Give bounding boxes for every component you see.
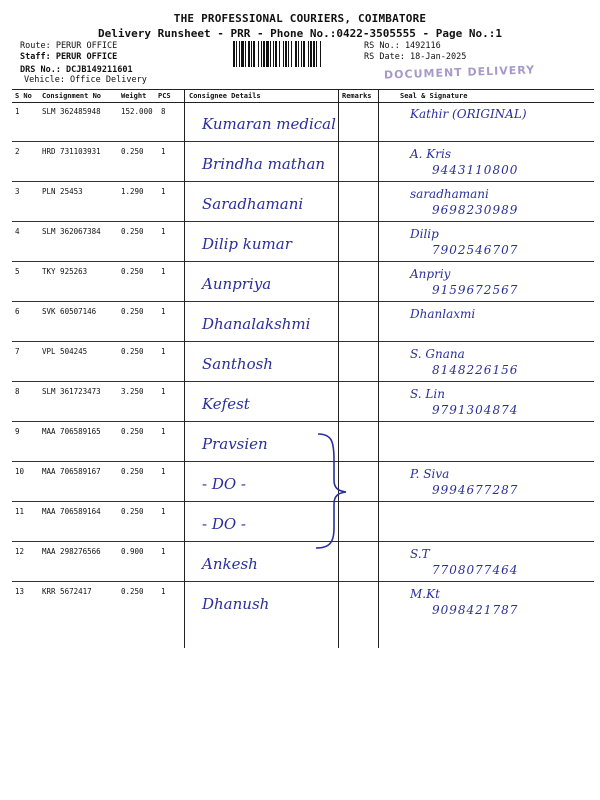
consignee-handwriting: Santhosh [202,355,273,373]
row-consignment: VPL 504245 [42,347,88,356]
row-consignment: PLN 25453 [42,187,83,196]
row-pcs: 1 [161,147,166,156]
col-consignment: Consignment No [42,92,102,100]
row-pcs: 1 [161,587,166,596]
row-weight: 0.250 [121,227,144,236]
phone-handwriting: 9159672567 [432,283,519,297]
consignee-handwriting: Ankesh [202,555,258,573]
table-row [12,141,594,182]
phone-handwriting: 8148226156 [432,363,519,377]
divider-seal [378,89,379,648]
phone-handwriting: 7902546707 [432,243,519,257]
row-pcs: 1 [161,227,166,236]
row-sno: 1 [15,107,20,116]
row-weight: 0.250 [121,347,144,356]
document-delivery-stamp: DOCUMENT DELIVERY [383,63,536,82]
divider-remarks [338,89,339,648]
row-weight: 1.290 [121,187,144,196]
row-sno: 10 [15,467,25,476]
row-sno: 11 [15,507,25,516]
col-sno: S No [15,92,32,100]
table-row [12,501,594,542]
row-sno: 8 [15,387,20,396]
row-consignment: KRR 5672417 [42,587,92,596]
row-consignment: SVK 60507146 [42,307,97,316]
col-weight: Weight [121,92,147,100]
col-seal: Seal & Signature [400,92,468,100]
runsheet-subtitle: Delivery Runsheet - PRR - Phone No.:0422-3505555 - Page No.:1 [98,27,502,40]
consignee-handwriting: Saradhamani [202,195,304,213]
phone-handwriting: 9443110800 [432,163,519,177]
consignee-handwriting: Dhanalakshmi [202,315,311,333]
phone-handwriting: 9098421787 [432,603,519,617]
table-row [12,301,594,342]
row-pcs: 8 [161,107,166,116]
consignee-handwriting: Dhanush [202,595,270,613]
row-sno: 2 [15,147,20,156]
row-consignment: SLM 362485948 [42,107,101,116]
divider-consignee [184,89,185,648]
col-pcs: PCS [158,92,171,100]
row-consignment: MAA 298276566 [42,547,101,556]
table-row [12,461,594,502]
consignee-handwriting: - DO - [202,515,246,533]
rs-number: RS No.: 1492116 [364,41,441,51]
row-sno: 12 [15,547,25,556]
row-sno: 7 [15,347,20,356]
row-sno: 9 [15,427,20,436]
row-weight: 0.250 [121,267,144,276]
rs-date: RS Date: 18-Jan-2025 [364,52,467,62]
row-consignment: HRD 731103931 [42,147,101,156]
consignee-handwriting: Brindha mathan [202,155,326,173]
phone-handwriting: 9698230989 [432,203,519,217]
row-pcs: 1 [161,507,166,516]
row-weight: 0.250 [121,427,144,436]
row-weight: 3.250 [121,387,144,396]
row-pcs: 1 [161,347,166,356]
vehicle-label: Vehicle: Office Delivery [24,75,147,85]
signature-handwriting: S.T [410,547,430,561]
consignee-handwriting: Dilip kumar [202,235,292,253]
signature-handwriting: Dilip [410,227,439,241]
route-label: Route: PERUR OFFICE [20,41,118,51]
row-consignment: SLM 362067384 [42,227,101,236]
signature-handwriting: A. Kris [410,147,451,161]
row-weight: 0.250 [121,587,144,596]
row-sno: 3 [15,187,20,196]
row-weight: 0.250 [121,507,144,516]
row-sno: 13 [15,587,25,596]
row-pcs: 1 [161,267,166,276]
row-pcs: 1 [161,187,166,196]
row-weight: 0.250 [121,467,144,476]
table-row [12,341,594,382]
row-pcs: 1 [161,547,166,556]
row-sno: 4 [15,227,20,236]
runsheet-title: THE PROFESSIONAL COURIERS, COIMBATORE [173,12,427,25]
ditto-brace [312,432,352,550]
table-row [12,541,594,582]
row-weight: 152.000 [121,107,153,116]
consignee-handwriting: Aunpriya [202,275,272,293]
table-row [12,421,594,462]
row-pcs: 1 [161,307,166,316]
col-consignee: Consignee Details [189,92,261,100]
row-consignment: MAA 706589167 [42,467,101,476]
table-row [12,261,594,302]
consignee-handwriting: Kefest [202,395,250,413]
row-consignment: TKY 925263 [42,267,88,276]
signature-handwriting: Kathir (ORIGINAL) [410,107,527,121]
signature-handwriting: Anpriy [410,267,451,281]
row-consignment: MAA 706589165 [42,427,101,436]
row-weight: 0.900 [121,547,144,556]
signature-handwriting: S. Gnana [410,347,465,361]
row-pcs: 1 [161,427,166,436]
row-consignment: SLM 361723473 [42,387,101,396]
consignee-handwriting: Pravsien [202,435,268,453]
row-sno: 5 [15,267,20,276]
table-row [12,181,594,222]
row-consignment: MAA 706589164 [42,507,101,516]
row-weight: 0.250 [121,147,144,156]
signature-handwriting: saradhamani [410,187,489,201]
consignee-handwriting: - DO - [202,475,246,493]
drs-number: DRS No.: DCJB149211601 [20,65,133,75]
phone-handwriting: 7708077464 [432,563,519,577]
phone-handwriting: 9994677287 [432,483,519,497]
consignee-handwriting: Kumaran medical [202,115,336,133]
staff-label: Staff: PERUR OFFICE [20,52,118,62]
signature-handwriting: M.Kt [410,587,440,601]
phone-handwriting: 9791304874 [432,403,519,417]
signature-handwriting: S. Lin [410,387,445,401]
table-row [12,581,594,639]
col-remarks: Remarks [342,92,372,100]
table-row [12,221,594,262]
signature-handwriting: Dhanlaxmi [410,307,476,321]
barcode-image [233,41,358,67]
row-pcs: 1 [161,467,166,476]
table-row [12,101,594,142]
row-weight: 0.250 [121,307,144,316]
table-row [12,381,594,422]
row-pcs: 1 [161,387,166,396]
row-sno: 6 [15,307,20,316]
signature-handwriting: P. Siva [410,467,450,481]
